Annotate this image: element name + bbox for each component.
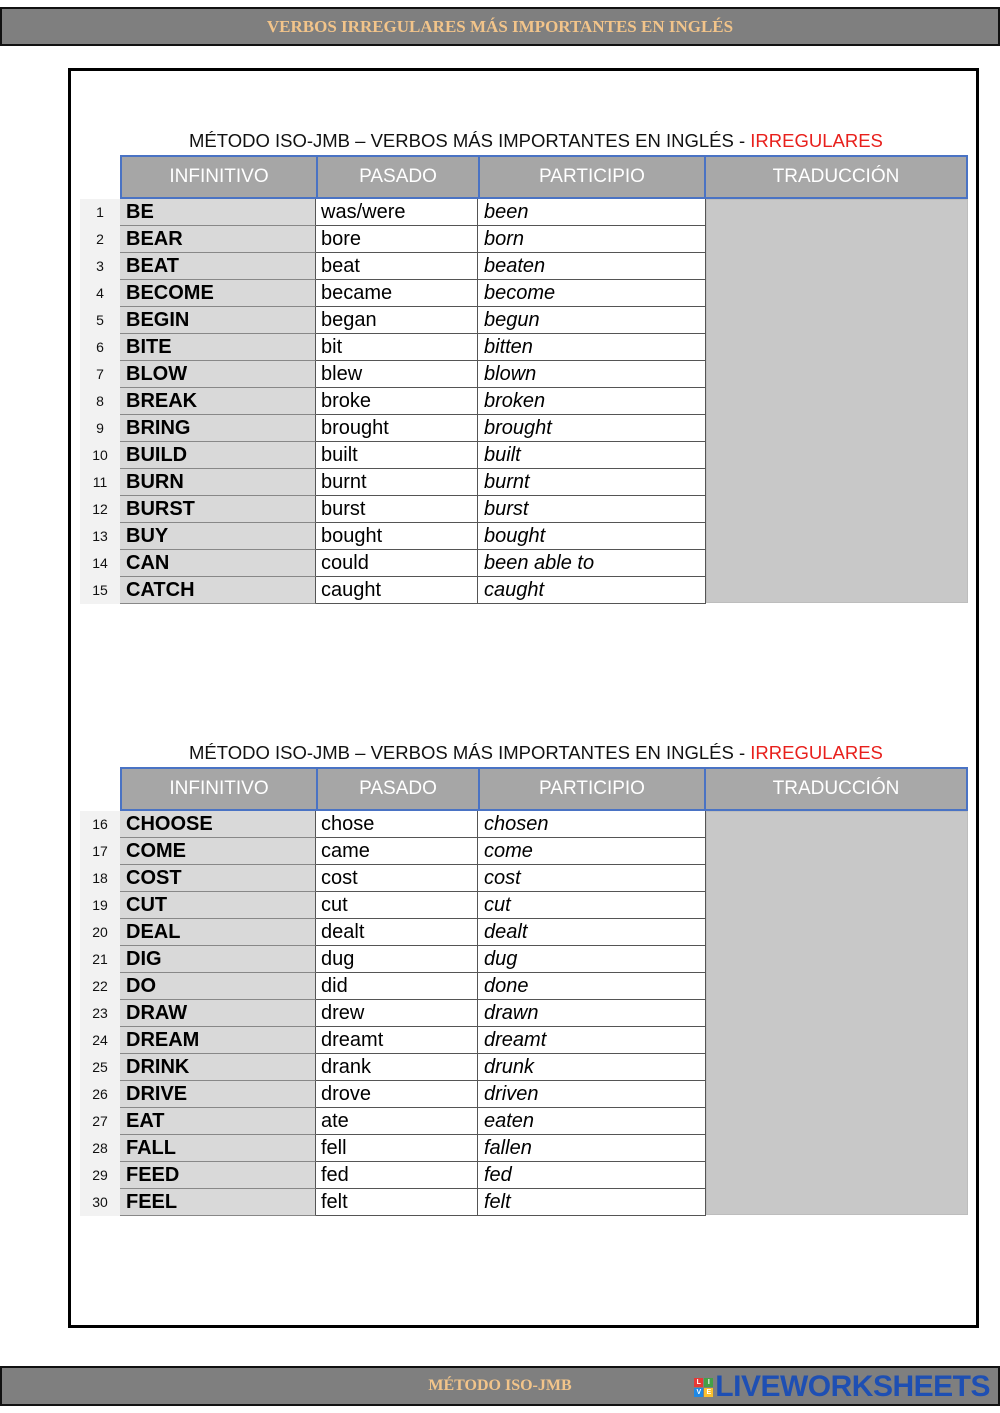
row-number: 27 [80,1108,120,1135]
row-number: 17 [80,838,120,865]
section-title [189,127,883,155]
section-title-irregulares: IRREGULARES [750,130,883,151]
header-participio: PARTICIPIO [480,155,706,199]
participle-cell: bought [478,523,706,550]
past-cell: dug [316,946,478,973]
header-participio: PARTICIPIO [480,767,706,811]
past-cell: came [316,838,478,865]
top-banner-title: VERBOS IRREGULARES MÁS IMPORTANTES EN INGLÉS [266,17,734,36]
row-number: 22 [80,973,120,1000]
past-cell: burst [316,496,478,523]
participle-cell: drawn [478,1000,706,1027]
past-cell: cost [316,865,478,892]
row-number: 6 [80,334,120,361]
past-cell: bore [316,226,478,253]
past-cell: dealt [316,919,478,946]
participle-cell: burnt [478,469,706,496]
infinitive-cell: DRINK [120,1054,316,1081]
past-cell: drew [316,1000,478,1027]
row-number: 28 [80,1135,120,1162]
participle-cell: begun [478,307,706,334]
logo-mark-letter: L [694,1378,703,1387]
bottom-banner-title: MÉTODO ISO-JMB [428,1377,572,1394]
infinitive-cell: DREAM [120,1027,316,1054]
infinitive-cell: BUY [120,523,316,550]
participle-cell: been [478,199,706,226]
infinitive-cell: DEAL [120,919,316,946]
row-number: 2 [80,226,120,253]
infinitive-cell: COME [120,838,316,865]
liveworksheets-logo[interactable] [694,1372,990,1402]
participle-cell: come [478,838,706,865]
past-cell: ate [316,1108,478,1135]
row-number: 23 [80,1000,120,1027]
header-traduccion: TRADUCCIÓN [706,767,968,811]
participle-cell: blown [478,361,706,388]
past-cell: bit [316,334,478,361]
infinitive-cell: FALL [120,1135,316,1162]
row-number: 21 [80,946,120,973]
participle-cell: become [478,280,706,307]
past-cell: drove [316,1081,478,1108]
translation-answer-area[interactable] [706,199,968,603]
logo-text: LIVEWORKSHEETS [715,1370,990,1403]
participle-cell: broken [478,388,706,415]
past-cell: caught [316,577,478,604]
section-title-main: MÉTODO ISO-JMB – VERBOS MÁS IMPORTANTES EN INGLÉS - [189,130,751,151]
participle-cell: chosen [478,811,706,838]
past-cell: dreamt [316,1027,478,1054]
infinitive-cell: BURN [120,469,316,496]
past-cell: built [316,442,478,469]
participle-cell: felt [478,1189,706,1216]
infinitive-cell: BLOW [120,361,316,388]
infinitive-cell: BE [120,199,316,226]
section-title [189,739,883,767]
section-title-irregulares: IRREGULARES [750,742,883,763]
infinitive-cell: BEGIN [120,307,316,334]
logo-mark-letter: V [694,1388,703,1397]
participle-cell: been able to [478,550,706,577]
participle-cell: fed [478,1162,706,1189]
row-number: 4 [80,280,120,307]
infinitive-cell: CAN [120,550,316,577]
infinitive-cell: DIG [120,946,316,973]
participle-cell: caught [478,577,706,604]
infinitive-cell: BREAK [120,388,316,415]
row-number: 19 [80,892,120,919]
past-cell: broke [316,388,478,415]
row-number: 8 [80,388,120,415]
past-cell: did [316,973,478,1000]
translation-answer-area[interactable] [706,811,968,1215]
infinitive-cell: BECOME [120,280,316,307]
past-cell: fed [316,1162,478,1189]
participle-cell: born [478,226,706,253]
infinitive-cell: EAT [120,1108,316,1135]
infinitive-cell: BEAT [120,253,316,280]
infinitive-cell: BITE [120,334,316,361]
infinitive-cell: COST [120,865,316,892]
row-number: 1 [80,199,120,226]
past-cell: felt [316,1189,478,1216]
past-cell: could [316,550,478,577]
participle-cell: bitten [478,334,706,361]
row-number: 20 [80,919,120,946]
row-number: 7 [80,361,120,388]
infinitive-cell: BUILD [120,442,316,469]
liveworksheets-logo-icon [694,1378,713,1397]
row-number: 24 [80,1027,120,1054]
past-cell: beat [316,253,478,280]
infinitive-cell: DRIVE [120,1081,316,1108]
infinitive-cell: CUT [120,892,316,919]
infinitive-cell: CHOOSE [120,811,316,838]
row-number: 11 [80,469,120,496]
logo-mark-letter: I [704,1378,713,1387]
infinitive-cell: CATCH [120,577,316,604]
participle-cell: dealt [478,919,706,946]
header-pasado: PASADO [318,155,480,199]
past-cell: cut [316,892,478,919]
header-infinitivo: INFINITIVO [120,767,318,811]
participle-cell: beaten [478,253,706,280]
logo-mark-letter: E [704,1388,713,1397]
row-number: 30 [80,1189,120,1216]
row-number: 3 [80,253,120,280]
infinitive-cell: BEAR [120,226,316,253]
row-number: 26 [80,1081,120,1108]
infinitive-cell: FEEL [120,1189,316,1216]
past-cell: burnt [316,469,478,496]
header-pasado: PASADO [318,767,480,811]
section-title-main: MÉTODO ISO-JMB – VERBOS MÁS IMPORTANTES EN INGLÉS - [189,742,751,763]
infinitive-cell: BRING [120,415,316,442]
participle-cell: burst [478,496,706,523]
past-cell: fell [316,1135,478,1162]
row-number: 10 [80,442,120,469]
past-cell: blew [316,361,478,388]
past-cell: began [316,307,478,334]
row-number: 16 [80,811,120,838]
participle-cell: fallen [478,1135,706,1162]
participle-cell: driven [478,1081,706,1108]
top-banner [0,7,1000,46]
row-number: 9 [80,415,120,442]
past-cell: drank [316,1054,478,1081]
infinitive-cell: FEED [120,1162,316,1189]
participle-cell: dreamt [478,1027,706,1054]
participle-cell: eaten [478,1108,706,1135]
row-number: 25 [80,1054,120,1081]
row-number: 18 [80,865,120,892]
participle-cell: built [478,442,706,469]
infinitive-cell: DRAW [120,1000,316,1027]
past-cell: bought [316,523,478,550]
participle-cell: cost [478,865,706,892]
infinitive-cell: DO [120,973,316,1000]
row-number: 12 [80,496,120,523]
participle-cell: cut [478,892,706,919]
header-infinitivo: INFINITIVO [120,155,318,199]
past-cell: was/were [316,199,478,226]
bottom-banner [0,1366,1000,1406]
header-traduccion: TRADUCCIÓN [706,155,968,199]
participle-cell: dug [478,946,706,973]
row-number: 13 [80,523,120,550]
past-cell: brought [316,415,478,442]
past-cell: chose [316,811,478,838]
row-number: 29 [80,1162,120,1189]
row-number: 15 [80,577,120,604]
row-number: 5 [80,307,120,334]
infinitive-cell: BURST [120,496,316,523]
past-cell: became [316,280,478,307]
participle-cell: brought [478,415,706,442]
participle-cell: done [478,973,706,1000]
participle-cell: drunk [478,1054,706,1081]
row-number: 14 [80,550,120,577]
